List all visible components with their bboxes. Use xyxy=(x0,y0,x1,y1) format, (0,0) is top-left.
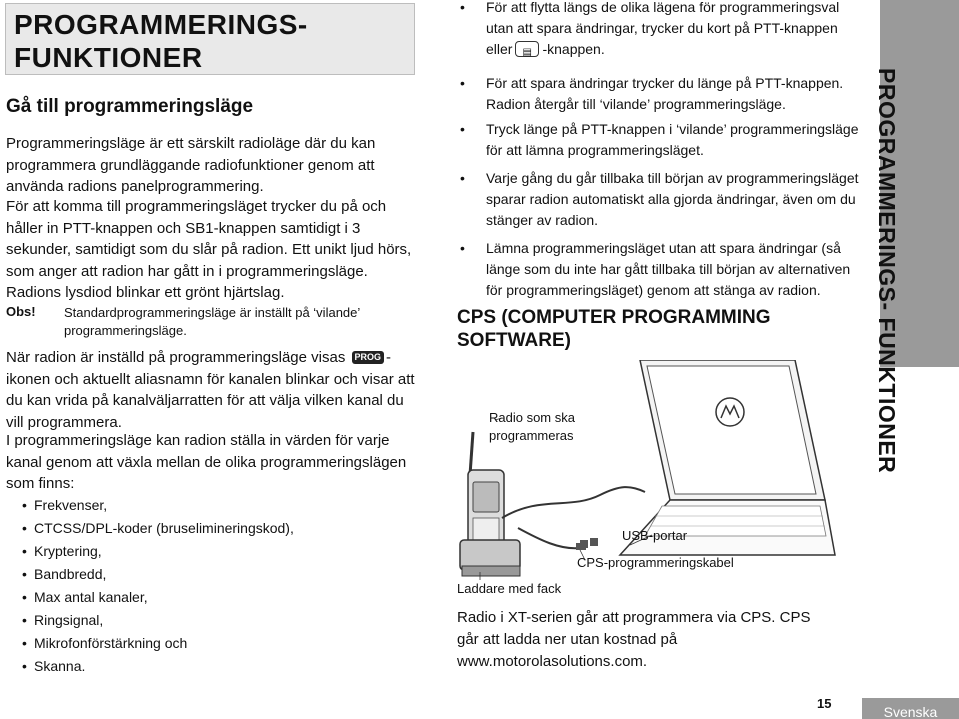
section-heading-goto: Gå till programmeringsläge xyxy=(6,96,254,117)
language-tab: Svenska xyxy=(862,698,959,719)
charger-label: Laddare med fack xyxy=(457,581,562,596)
list-item: • Ringsignal, xyxy=(22,609,294,632)
laptop-image xyxy=(580,360,835,555)
caption-url: www.motorolasolutions.com. xyxy=(457,653,648,670)
cps-heading-line-2: SOFTWARE) xyxy=(457,330,571,351)
motorola-logo-icon xyxy=(716,398,744,426)
cps-cable-label: CPS-programmeringskabel xyxy=(577,555,734,570)
list-item: • Bandbredd, xyxy=(22,563,294,586)
cps-caption xyxy=(457,607,867,673)
list-item: • Skanna. xyxy=(22,655,294,678)
bullet-navigate-text: För att flytta längs de olika lägena för programmeringsval utan att spara ändringar, trycker du kort på PTT-knappen eller xyxy=(486,0,840,57)
section-heading-cps xyxy=(457,306,771,352)
bullet-autosave: • Varje gång du går tillbaka till början av programmeringsläget sparar radion automatiskt alla gjorda ändringar, även om du stänger av radion. xyxy=(458,168,868,231)
list-item: • Frekvenser, xyxy=(22,494,294,517)
prog-para-before: När radion är inställd på programmeringsläge visas xyxy=(6,349,346,366)
feature-list xyxy=(22,494,294,678)
usb-ports-label: USB-portar xyxy=(622,528,688,543)
list-item: • Mikrofonförstärkning och xyxy=(22,632,294,655)
caption-line-2: går att ladda ner utan kostnad på xyxy=(457,631,678,648)
cps-connection-illustration xyxy=(440,360,840,610)
page-title xyxy=(5,3,415,75)
programming-cable xyxy=(502,487,645,518)
intro-paragraph: Programmeringsläge är ett särskilt radioläge där du kan programmera grundläggande radiofunktioner genom att använda radions panelprogrammering. xyxy=(6,135,376,195)
values-paragraph: I programmeringsläge kan radion ställa in värden för varje kanal genom att växla mellan de olika programmeringslägen som finns: xyxy=(6,432,407,492)
caption-line-1: Radio i XT-serien går att programmera via CPS. CPS xyxy=(457,609,811,626)
note-label: Obs! xyxy=(6,304,36,319)
enter-paragraph xyxy=(6,196,418,304)
radio-label-line-1: Radio som ska xyxy=(489,410,575,425)
prog-icon-paragraph xyxy=(6,347,418,433)
note-text: Standardprogrammeringsläge är inställt på ‘vilande’ programmeringsläge. xyxy=(64,305,360,338)
menu-key-icon xyxy=(515,41,539,57)
list-item: • CTCSS/DPL-koder (bruselimineringskod), xyxy=(22,517,294,540)
enter-paragraph-b: Ett unikt ljud hörs, som anger att radion har gått in i programmeringsläge. Radions lysdiod blinkar ett grönt hjärtslag. xyxy=(6,241,412,301)
prog-para-after: -ikonen och aktuellt aliasnamn för kanalen blinkar och visar att du kan vrida på kanalväljarratten för att välja vilken kanal du vill programmera. xyxy=(6,349,415,431)
side-tab-title xyxy=(874,68,900,473)
side-tab-line-1: PROGRAMMERINGS- xyxy=(874,68,900,311)
side-tab-line-2: FUNKTIONER xyxy=(874,317,900,474)
cps-heading-line-1: CPS (COMPUTER PROGRAMMING xyxy=(457,307,771,328)
prog-icon: PROG xyxy=(352,351,385,364)
list-item: • Max antal kanaler, xyxy=(22,586,294,609)
enter-paragraph-a: För att komma till programmeringsläget trycker du på och håller in PTT-knappen och SB1-knappen samtidigt i 3 sekunder, samtidigt som du slår på radion. xyxy=(6,198,387,258)
bullet-save: • För att spara ändringar trycker du länge på PTT-knappen. Radion återgår till ‘vilande’ programmeringsläge. xyxy=(458,73,868,115)
bullet-navigate-suffix: -knappen. xyxy=(542,41,605,57)
bullet-exit: • Tryck länge på PTT-knappen i ‘vilande’ programmeringsläge för att lämna programmeringsläget. xyxy=(458,119,868,161)
title-line-1: PROGRAMMERINGS- xyxy=(14,9,308,40)
page-number: 15 xyxy=(817,696,832,711)
bullet-exit-without-save: • Lämna programmeringsläget utan att spara ändringar (så länge som du inte har gått tillbaka till början av alternativen för programmeringsläget) genom att stänga av radion. xyxy=(458,238,868,301)
radio-label xyxy=(489,409,575,445)
list-item: • Kryptering, xyxy=(22,540,294,563)
title-line-2: FUNKTIONER xyxy=(14,42,203,73)
radio-in-charger-image xyxy=(460,432,520,576)
radio-label-line-2: programmeras xyxy=(489,428,574,443)
bullet-navigate xyxy=(458,0,868,60)
